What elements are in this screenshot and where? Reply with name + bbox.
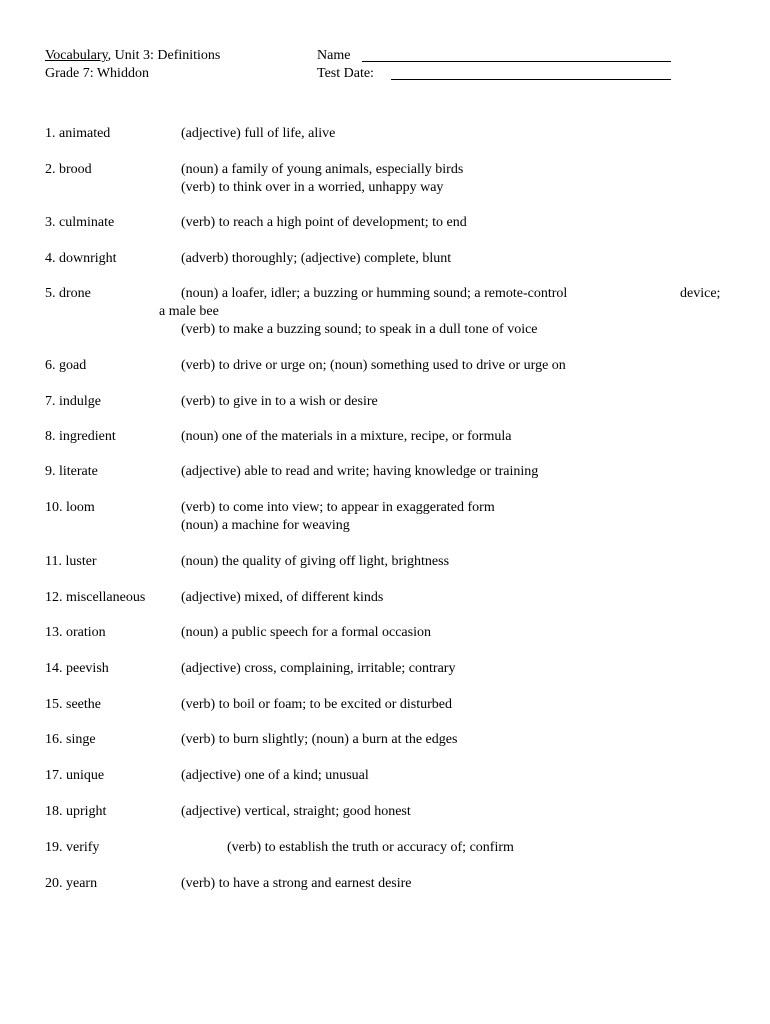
- vocab-term: 6. goad: [45, 358, 87, 373]
- vocab-term: 16. singe: [45, 732, 96, 747]
- definition-line: (noun) a family of young animals, especially birds: [181, 162, 464, 177]
- vocab-term: 20. yearn: [45, 876, 98, 891]
- definition-line: (verb) to drive or urge on; (noun) something used to drive or urge on: [181, 358, 566, 373]
- definition-overflow-word: device;: [680, 286, 721, 301]
- vocab-term: 3. culminate: [45, 215, 115, 230]
- test-date-blank-line[interactable]: [391, 79, 671, 80]
- definition-line: (verb) to give in to a wish or desire: [181, 394, 378, 409]
- definition-line: (noun) one of the materials in a mixture, recipe, or formula: [181, 429, 512, 444]
- vocab-term: 13. oration: [45, 625, 106, 640]
- vocab-term: 1. animated: [45, 126, 111, 141]
- vocab-term: 14. peevish: [45, 661, 109, 676]
- definition-line: (adjective) full of life, alive: [181, 126, 336, 141]
- grade-line: Grade 7: Whiddon: [45, 66, 149, 81]
- test-date-label: Test Date:: [317, 66, 374, 81]
- vocab-term: 19. verify: [45, 840, 100, 855]
- vocab-term: 17. unique: [45, 768, 105, 783]
- definition-line: (adjective) able to read and write; having knowledge or training: [181, 464, 539, 479]
- definition-line: (verb) to reach a high point of development; to end: [181, 215, 467, 230]
- worksheet-title: [45, 47, 220, 65]
- definition-line: (verb) to make a buzzing sound; to speak in a dull tone of voice: [181, 322, 538, 337]
- vocab-term: 15. seethe: [45, 697, 101, 712]
- vocab-term: 8. ingredient: [45, 429, 116, 444]
- definition-line: a male bee: [159, 304, 219, 319]
- name-label: Name: [317, 48, 351, 63]
- title-rest: , Unit 3: Definitions: [107, 48, 221, 63]
- vocab-term: 4. downright: [45, 251, 117, 266]
- title-underlined: Vocabulary: [45, 48, 108, 63]
- vocab-term: 9. literate: [45, 464, 98, 479]
- definition-line: (noun) a public speech for a formal occasion: [181, 625, 431, 640]
- definition-line: (verb) to boil or foam; to be excited or disturbed: [181, 697, 452, 712]
- vocab-term: 11. luster: [45, 554, 97, 569]
- vocab-term: 10. loom: [45, 500, 95, 515]
- definition-line: (verb) to burn slightly; (noun) a burn at the edges: [181, 732, 458, 747]
- definition-line: (verb) to establish the truth or accuracy of; confirm: [227, 840, 514, 855]
- definition-line: (noun) a loafer, idler; a buzzing or humming sound; a remote-control: [181, 286, 568, 301]
- name-blank-line[interactable]: [362, 61, 671, 62]
- definition-line: (verb) to have a strong and earnest desire: [181, 876, 412, 891]
- definition-line: (noun) a machine for weaving: [181, 518, 350, 533]
- definition-line: (noun) the quality of giving off light, brightness: [181, 554, 450, 569]
- definition-line: (verb) to come into view; to appear in exaggerated form: [181, 500, 495, 515]
- definition-line: (adjective) cross, complaining, irritable; contrary: [181, 661, 456, 676]
- definition-line: (verb) to think over in a worried, unhappy way: [181, 180, 444, 195]
- vocab-term: 18. upright: [45, 804, 107, 819]
- definition-line: (adverb) thoroughly; (adjective) complete, blunt: [181, 251, 452, 266]
- vocab-term: 7. indulge: [45, 394, 101, 409]
- vocab-term: 5. drone: [45, 286, 91, 301]
- definition-line: (adjective) mixed, of different kinds: [181, 590, 384, 605]
- vocab-term: 2. brood: [45, 162, 92, 177]
- vocab-term: 12. miscellaneous: [45, 590, 146, 605]
- definition-line: (adjective) one of a kind; unusual: [181, 768, 369, 783]
- definition-line: (adjective) vertical, straight; good honest: [181, 804, 411, 819]
